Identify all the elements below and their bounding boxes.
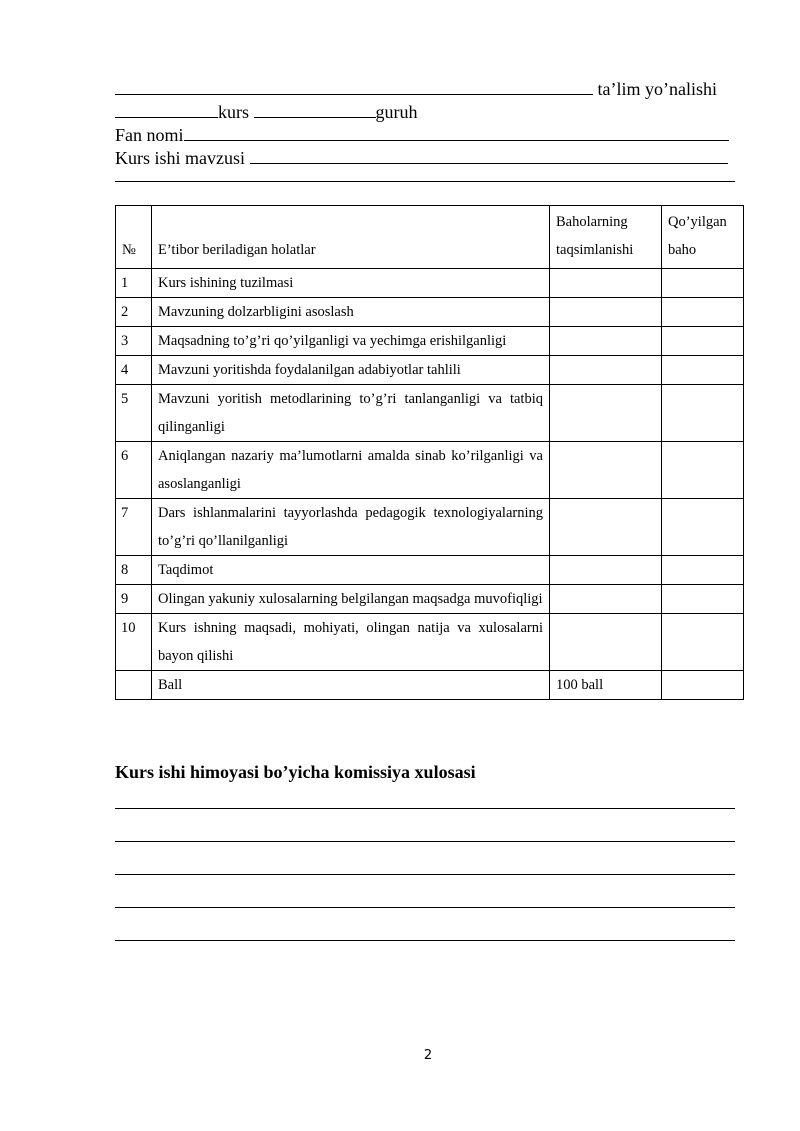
table-row (116, 327, 744, 356)
table-row (116, 499, 744, 556)
row-number: 6 (116, 442, 152, 499)
conclusion-line[interactable] (115, 907, 735, 908)
direction-line (115, 77, 735, 100)
row-criterion: Mavzuni yoritishda foydalanilgan adabiyotlar tahlili (152, 356, 550, 385)
row-grade-cell[interactable] (662, 585, 744, 614)
table-row (116, 356, 744, 385)
topic-blank[interactable] (250, 146, 728, 164)
row-number: 8 (116, 556, 152, 585)
row-number: 9 (116, 585, 152, 614)
row-grade-cell[interactable] (662, 442, 744, 499)
row-number: 10 (116, 614, 152, 671)
group-label: guruh (375, 102, 418, 122)
row-distribution-cell[interactable] (550, 356, 662, 385)
conclusion-title: Kurs ishi himoyasi bo’yicha komissiya xulosasi (115, 762, 476, 782)
row-number: 7 (116, 499, 152, 556)
row-number: 3 (116, 327, 152, 356)
table-row (116, 385, 744, 442)
subject-label: Fan nomi (115, 125, 184, 145)
subject-blank[interactable] (184, 123, 729, 141)
header-distribution: Baholarning taqsimlanishi (550, 206, 662, 269)
topic-line (115, 146, 735, 169)
row-distribution-cell[interactable] (550, 442, 662, 499)
row-criterion: Kurs ishning maqsadi, mohiyati, olingan natija va xulosalarni bayon qilishi (152, 614, 550, 671)
row-grade-cell[interactable] (662, 269, 744, 298)
topic-continuation-line[interactable] (115, 181, 735, 182)
row-distribution-cell[interactable] (550, 556, 662, 585)
row-distribution-cell[interactable] (550, 269, 662, 298)
row-grade-cell[interactable] (662, 327, 744, 356)
table-row (116, 614, 744, 671)
row-distribution-cell[interactable] (550, 385, 662, 442)
row-criterion: Olingan yakuniy xulosalarning belgilangan maqsadga muvofiqligi (152, 585, 550, 614)
row-grade-cell[interactable] (662, 356, 744, 385)
course-label: kurs (218, 102, 254, 122)
criteria-table (115, 205, 744, 700)
row-criterion: Mavzuni yoritish metodlarining to’g’ri tanlanganligi va tatbiq qilinganligi (152, 385, 550, 442)
table-row (116, 556, 744, 585)
row-grade-cell[interactable] (662, 298, 744, 327)
row-grade-cell[interactable] (662, 499, 744, 556)
header-number: № (116, 206, 152, 269)
row-number: 1 (116, 269, 152, 298)
table-row (116, 269, 744, 298)
course-blank[interactable] (115, 100, 218, 118)
row-distribution-cell[interactable] (550, 585, 662, 614)
row-criterion: Kurs ishining tuzilmasi (152, 269, 550, 298)
direction-blank[interactable] (115, 77, 593, 95)
subject-line (115, 123, 735, 146)
table-header-row (116, 206, 744, 269)
row-distribution-cell[interactable] (550, 499, 662, 556)
topic-label: Kurs ishi mavzusi (115, 148, 250, 168)
total-empty-cell (116, 671, 152, 700)
header-criteria: E’tibor beriladigan holatlar (152, 206, 550, 269)
row-distribution-cell[interactable] (550, 298, 662, 327)
conclusion-line[interactable] (115, 808, 735, 809)
conclusion-line[interactable] (115, 940, 735, 941)
total-label: Ball (152, 671, 550, 700)
row-number: 4 (116, 356, 152, 385)
total-row (116, 671, 744, 700)
row-distribution-cell[interactable] (550, 327, 662, 356)
total-grade-cell[interactable] (662, 671, 744, 700)
row-criterion: Taqdimot (152, 556, 550, 585)
row-criterion: Aniqlangan nazariy ma’lumotlarni amalda sinab ko’rilganligi va asoslanganligi (152, 442, 550, 499)
row-criterion: Dars ishlanmalarini tayyorlashda pedagogik texnologiyalarning to’g’ri qo’llanilganligi (152, 499, 550, 556)
header-grade: Qo’yilgan baho (662, 206, 744, 269)
total-value: 100 ball (550, 671, 662, 700)
table-row (116, 585, 744, 614)
row-number: 5 (116, 385, 152, 442)
row-grade-cell[interactable] (662, 614, 744, 671)
row-distribution-cell[interactable] (550, 614, 662, 671)
course-group-line (115, 100, 735, 123)
group-blank[interactable] (254, 100, 376, 118)
table-row (116, 298, 744, 327)
row-grade-cell[interactable] (662, 385, 744, 442)
direction-label: ta’lim yo’nalishi (593, 79, 717, 99)
row-criterion: Mavzuning dolzarbligini asoslash (152, 298, 550, 327)
page-number: 2 (423, 1048, 433, 1063)
row-grade-cell[interactable] (662, 556, 744, 585)
row-number: 2 (116, 298, 152, 327)
conclusion-line[interactable] (115, 841, 735, 842)
conclusion-line[interactable] (115, 874, 735, 875)
table-row (116, 442, 744, 499)
row-criterion: Maqsadning to’g’ri qo’yilganligi va yechimga erishilganligi (152, 327, 550, 356)
